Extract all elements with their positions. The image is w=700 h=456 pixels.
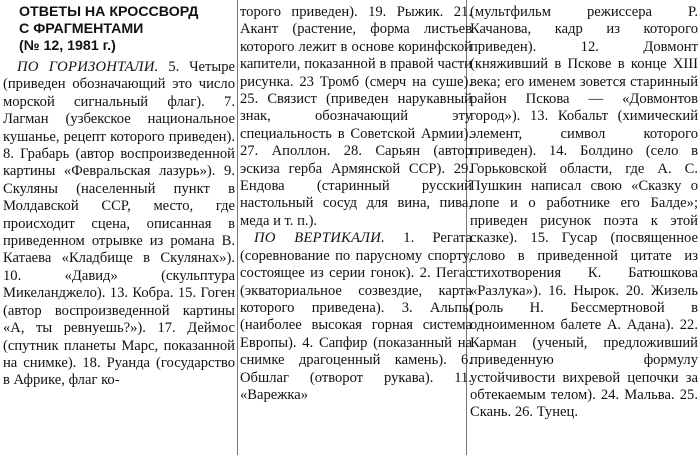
column-2 — [240, 4, 472, 404]
column-1 — [3, 4, 235, 390]
vertical-section-continued: (мультфильм режиссера Р. Качанова, кадр из которого приведен). 12. Довмонт (княживший в Пскове в конце XIII века; его именем зовется старинный район Пскова — «Довмонтов город»). 13. Кобальт (химический элемент, символ которого приведен). 14. Болдино (село в Горьковской области, где А. С. Пушкин написал свою «Сказку о попе и о работнике его Балде»; приведен рисунок поэта к этой сказке). 15. Гусар (посвященное слово в приведенной цитате из стихотворения К. Батюшкова «Разлука»). 16. Нырок. 20. Жизель (роль Н. Бессмертновой в одноименном балете А. Адана). 22. Карман (ученый, предложивший приведенную формулу устойчивости вихревой цепочки за обтекаемым телом). 24. Мальва. 25. Скань. 26. Тунец. — [470, 4, 698, 421]
horizontal-section-start: ПО ГОРИЗОНТАЛИ. 5. Четыре (приведен обозначающий это число морской сигнальный флаг). 7. Лагман (узбекское национальное кушанье, рецепт которого приведен). 8. Грабарь (автор воспроизведенной картины «Февральская лазурь»). 9. Скуляны (населенный пункт в Молдавской ССР, место, где происходит сцена, описанная в приведенном отрывке из романа В. Катаева «Кладбище в Скулянах»). 10. «Давид» (скульптура Микеланджело). 13. Кобра. 15. Гоген (автор воспроизведенной картины «А, ты ревнуешь?»). 17. Деймос (спутник планеты Марс, показанной на снимке). 18. Руанда (государство в Африке, флаг ко- — [3, 59, 235, 389]
title-line-1: ОТВЕТЫ НА КРОССВОРД — [19, 4, 199, 20]
article-title — [19, 4, 235, 55]
column-divider — [237, 0, 238, 455]
horizontal-heading: ПО ГОРИЗОНТАЛИ. — [17, 59, 159, 75]
horizontal-section-continued: торого приведен). 19. Рыжик. 21. Акант (растение, форма листьев которого лежит в основе коринфской капители, показанной в правой части рисунка. 23 Тромб (смерч на суше). 25. Связист (приведен нарукавный знак, обозначающий эту специальность в Советской Армии). 27. Аполлон. 28. Сарьян (автор эскиза герба Армянской ССР). 29. Ендова (старинный русский настольный сосуд для вина, пива, меда и т. п.). — [240, 4, 472, 229]
title-line-3: (№ 12, 1981 г.) — [19, 38, 116, 54]
column-3 — [470, 4, 698, 422]
vertical-section-start: ПО ВЕРТИКАЛИ. 1. Регата (соревнование по парусному спорту, состоящее из серии гонок). 2. Пегас (экваториальное созвездие, карта которого приведена). 3. Альпы (наиболее высокая горная система Европы). 4. Сапфир (показанный на снимке драгоценный камень). 6. Обшлаг (отворот рукава). 11. «Варежка» — [240, 230, 472, 403]
vertical-heading: ПО ВЕРТИКАЛИ. — [254, 230, 386, 247]
title-line-2: С ФРАГМЕНТАМИ — [19, 21, 144, 37]
